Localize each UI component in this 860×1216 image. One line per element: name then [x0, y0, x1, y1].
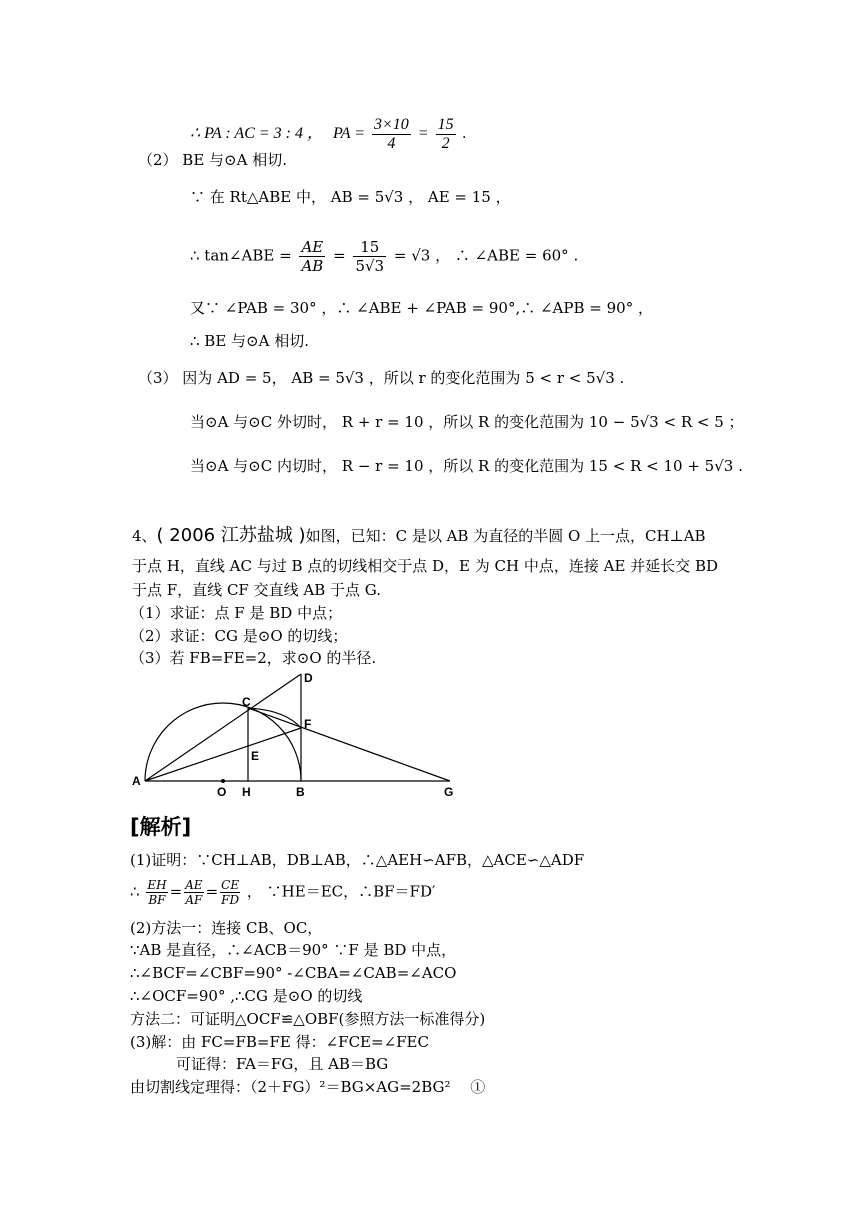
analysis-line4: ∵AB 是直径，∴∠ACB＝90° ∵F 是 BD 中点，: [130, 941, 457, 959]
problem4-line1: [132, 524, 706, 548]
numerator: CE: [221, 878, 240, 892]
part3-heading: （3） 因为 AD = 5， AB = 5√3 ，所以 r 的变化范围为 5 < r < 5√3 .: [138, 369, 625, 387]
equals: =: [333, 246, 346, 265]
label-a: A: [132, 774, 141, 788]
analysis-ratio-line: [130, 878, 435, 907]
fraction-15-over-2: [436, 116, 456, 153]
fraction-ae-over-af: [184, 878, 203, 907]
line-ad: [145, 674, 301, 781]
analysis-line9: 可证得：FA＝FG，且 AB＝BG: [176, 1055, 389, 1073]
fraction-eh-over-bf: [146, 878, 167, 907]
part2-tan-line: [190, 238, 578, 275]
therefore-symbol: ∴: [130, 882, 140, 901]
center-point-o: [221, 779, 225, 783]
numerator: 15: [353, 238, 386, 257]
pa-label: PA =: [333, 125, 365, 143]
label-g: G: [444, 785, 454, 799]
problem4-line2: 于点 H，直线 AC 与过 B 点的切线相交于点 D，E 为 CH 中点，连接 AE 并延长交 BD: [132, 557, 718, 575]
label-f: F: [304, 717, 312, 731]
analysis-line3: (2)方法一：连接 CB、OC，: [130, 919, 323, 937]
problem4-line3: 于点 F，直线 CF 交直线 AB 于点 G.: [132, 581, 381, 599]
fraction-ce-over-fd: [220, 878, 240, 907]
denominator: 5√3: [355, 257, 385, 275]
analysis-line5: ∴∠BCF=∠CBF=90° -∠CBA=∠CAB=∠ACO: [130, 964, 457, 982]
analysis-line1: (1)证明：∵CH⊥AB，DB⊥AB，∴△AEH∽AFB，△ACE∽△ADF: [130, 851, 585, 869]
problem-source: ( 2006 江苏盐城 ): [156, 525, 306, 546]
equals: =: [205, 882, 219, 901]
conclusion-bf-fd: ， ∵HE＝EC，∴BF＝FD′: [246, 882, 436, 901]
numerator: EH: [147, 878, 167, 892]
tan-result: = √3 ， ∴ ∠ABE = 60° .: [393, 246, 579, 265]
line-cg: [248, 708, 450, 781]
geometry-figure: [120, 664, 470, 804]
numerator: 15: [437, 116, 454, 133]
fraction-3x10-over-4: [372, 116, 411, 153]
numerator: AE: [299, 238, 325, 257]
fraction-15-over-5root3: [353, 238, 386, 275]
denominator: FD: [221, 893, 240, 907]
part2-line3: 又∵ ∠PAB = 30° ，∴ ∠ABE + ∠PAB = 90°,∴ ∠APB = 90° ，: [190, 299, 653, 317]
analysis-line10: 由切割线定理得：（2＋FG）²＝BG×AG=2BG² ①: [130, 1078, 486, 1096]
line-af: [145, 728, 301, 781]
part2-heading: （2） BE 与⊙A 相切.: [138, 151, 287, 169]
part3-line2: 当⊙A 与⊙C 内切时， R − r = 10 ，所以 R 的变化范围为 15 < R < 10 + 5√3 .: [190, 457, 743, 475]
label-h: H: [242, 785, 251, 799]
question-2: （2）求证：CG 是⊙O 的切线；: [130, 627, 348, 645]
denominator: 4: [387, 135, 396, 152]
analysis-heading: [解析]: [130, 815, 192, 839]
fraction-ae-over-ab: [299, 238, 325, 275]
label-e: E: [251, 749, 260, 763]
equals: =: [169, 882, 183, 901]
question-3: （3）若 FB=FE=2，求⊙O 的半径.: [130, 649, 377, 667]
denominator: BF: [148, 893, 166, 907]
analysis-line6: ∴∠OCF=90° ,∴CG 是⊙O 的切线: [130, 987, 363, 1005]
numerator: AE: [185, 878, 203, 892]
problem-text: 如图，已知：C 是以 AB 为直径的半圆 O 上一点，CH⊥AB: [305, 527, 706, 545]
numerator: 3×10: [374, 116, 409, 133]
semicircle: [145, 703, 301, 781]
part2-line4: ∴ BE 与⊙A 相切.: [190, 332, 309, 350]
part3-line1: 当⊙A 与⊙C 外切时， R + r = 10 ，所以 R 的变化范围为 10 − 5√3 < R < 5 ；: [190, 413, 744, 431]
denominator: 2: [441, 135, 450, 152]
denominator: AB: [301, 257, 324, 275]
label-b: B: [296, 785, 305, 799]
question-1: （1）求证：点 F 是 BD 中点；: [130, 604, 343, 622]
label-d: D: [304, 671, 313, 685]
pa-ac-ratio-line: [190, 116, 467, 153]
analysis-line8: (3)解：由 FC=FB=FE 得：∠FCE=∠FEC: [130, 1033, 429, 1051]
label-o: O: [217, 785, 227, 799]
denominator: AF: [185, 893, 203, 907]
tan-label: ∴ tan∠ABE =: [190, 246, 292, 265]
label-c: C: [242, 695, 251, 709]
part2-line1: ∵ 在 Rt△ABE 中， AB = 5√3 ， AE = 15 ，: [190, 188, 511, 206]
analysis-line7: 方法二：可证明△OCF≌△OBF(参照方法一标准得分): [130, 1010, 486, 1028]
period: .: [462, 125, 467, 143]
ratio-text: ∴ PA : AC = 3 : 4 ，: [190, 125, 323, 143]
problem-number: 4、: [132, 527, 157, 545]
equals: =: [417, 125, 429, 143]
